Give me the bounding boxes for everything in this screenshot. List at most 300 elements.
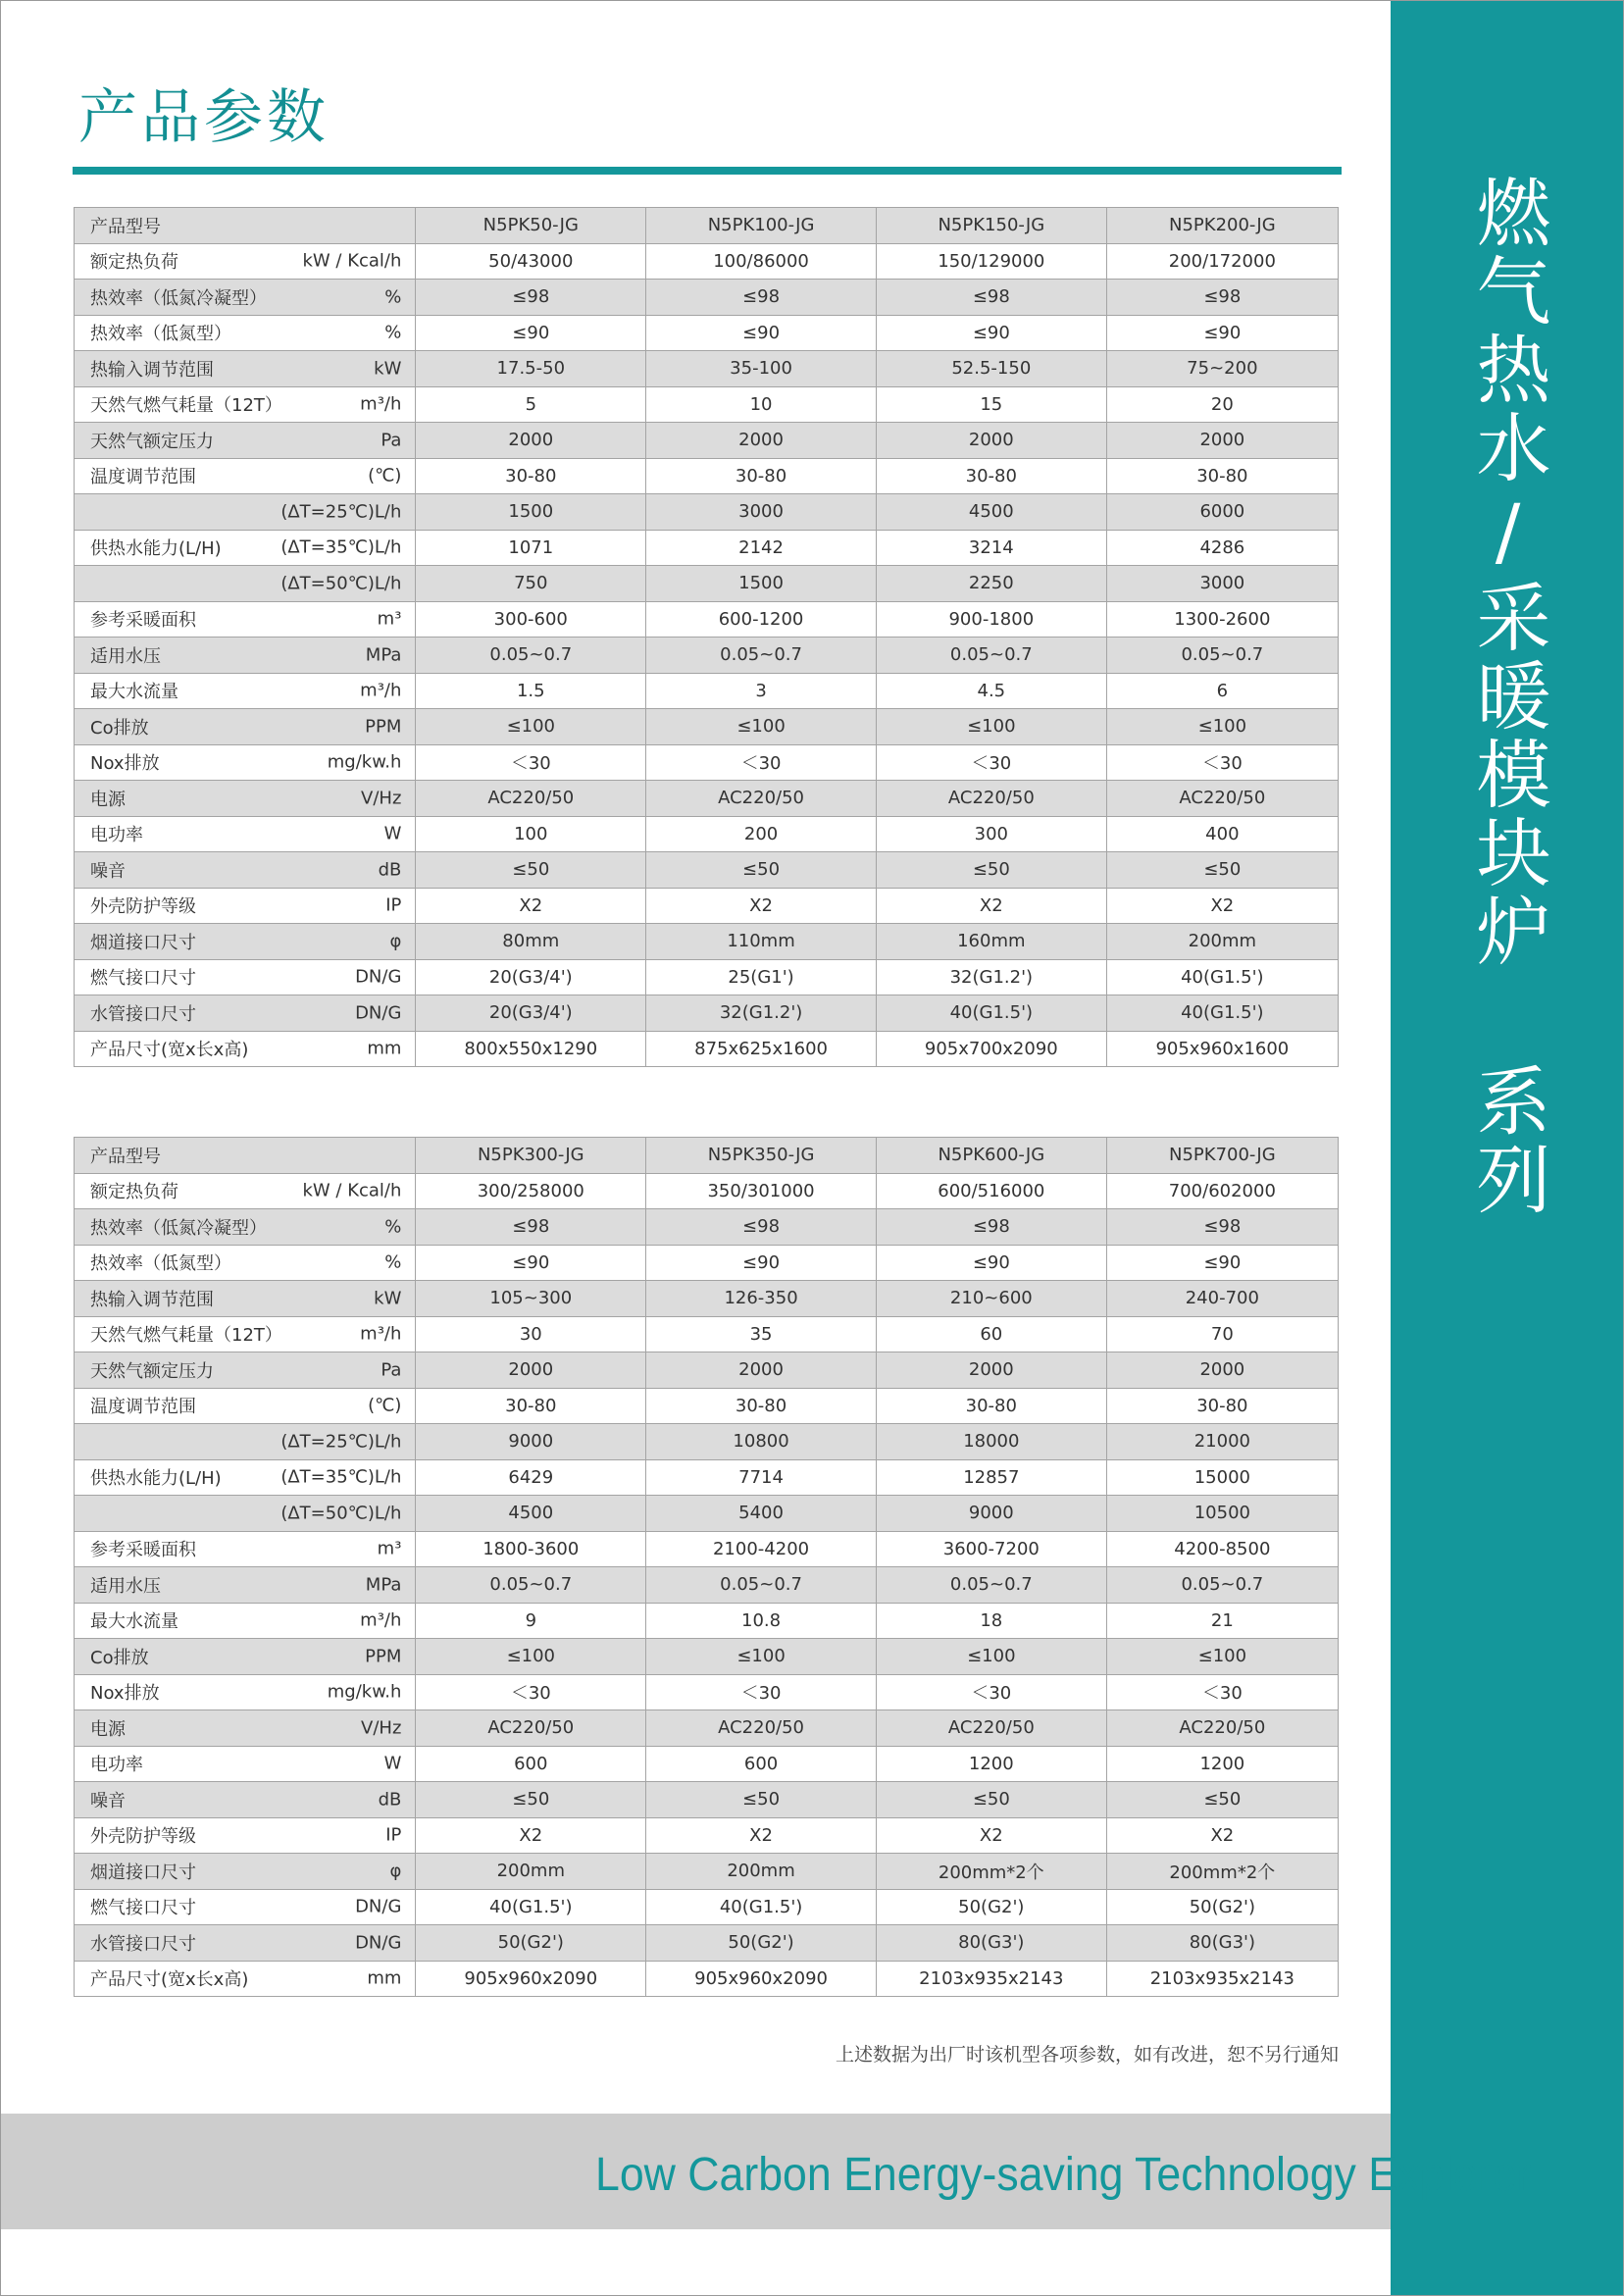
- value-cell: 700/602000: [1106, 1173, 1338, 1209]
- value-cell: 100: [416, 816, 646, 852]
- value-cell: AC220/50: [416, 781, 646, 817]
- value-cell: ≤98: [416, 280, 646, 316]
- value-cell: 600/516000: [876, 1173, 1106, 1209]
- row-header-cell: [75, 1496, 416, 1532]
- table-row: [75, 1889, 1339, 1925]
- value-cell: 40(G1.5'): [1106, 995, 1338, 1032]
- value-cell: 2000: [1106, 423, 1338, 459]
- model-name: N5PK100-JG: [646, 208, 877, 244]
- value-cell: 200mm: [416, 1854, 646, 1890]
- row-unit: (ΔT=50℃)L/h: [280, 1503, 402, 1524]
- table-row: [75, 601, 1339, 638]
- value-cell: ≤100: [646, 709, 877, 745]
- value-cell: 5400: [646, 1496, 877, 1532]
- row-label: Co排放: [90, 1647, 149, 1668]
- row-header-cell: [75, 386, 416, 423]
- value-cell: 10: [646, 386, 877, 423]
- value-cell: ≤50: [1106, 852, 1338, 889]
- row-label: 产品尺寸(宽x长x高): [90, 1040, 249, 1061]
- row-label: 热效率（低氮型）: [90, 1253, 231, 1275]
- value-cell: 30-80: [646, 458, 877, 494]
- value-cell: 50(G2'): [646, 1925, 877, 1962]
- value-cell: 160mm: [876, 924, 1106, 960]
- table-row: [75, 1639, 1339, 1675]
- value-cell: ≤98: [646, 280, 877, 316]
- row-label: 水管接口尺寸: [90, 1933, 196, 1955]
- row-unit: Pa: [381, 430, 402, 451]
- value-cell: ≤100: [416, 709, 646, 745]
- row-header-cell: [75, 816, 416, 852]
- value-cell: 2000: [876, 1352, 1106, 1389]
- value-cell: ≤50: [876, 1782, 1106, 1818]
- value-cell: AC220/50: [646, 781, 877, 817]
- row-header-cell: [75, 601, 416, 638]
- row-header-cell: [75, 959, 416, 995]
- table-row: [75, 315, 1339, 351]
- value-cell: 30-80: [876, 1388, 1106, 1424]
- row-unit: m³/h: [360, 680, 402, 701]
- header-label: 产品型号: [90, 216, 161, 237]
- model-name: N5PK200-JG: [1106, 208, 1338, 244]
- value-cell: 300-600: [416, 601, 646, 638]
- row-unit: kW / Kcal/h: [302, 250, 402, 272]
- side-title: 燃气热水/采暖模块炉 系列: [1464, 174, 1551, 1219]
- value-cell: 52.5-150: [876, 351, 1106, 387]
- value-cell: 0.05~0.7: [1106, 1567, 1338, 1604]
- table-row: [75, 1782, 1339, 1818]
- table-row: [75, 781, 1339, 817]
- value-cell: 750: [416, 566, 646, 602]
- value-cell: 200/172000: [1106, 243, 1338, 280]
- value-cell: ≤98: [876, 280, 1106, 316]
- value-cell: 800x550x1290: [416, 1031, 646, 1067]
- row-header-cell: [75, 423, 416, 459]
- row-header-cell: [75, 1674, 416, 1710]
- value-cell: ≤90: [1106, 1245, 1338, 1281]
- value-cell: 600-1200: [646, 601, 877, 638]
- value-cell: 200mm*2个: [876, 1854, 1106, 1890]
- value-cell: AC220/50: [646, 1710, 877, 1747]
- value-cell: ＜30: [646, 744, 877, 781]
- row-header-cell: [75, 1388, 416, 1424]
- row-label: 噪音: [90, 1790, 126, 1811]
- value-cell: ＜30: [876, 744, 1106, 781]
- value-cell: AC220/50: [876, 781, 1106, 817]
- value-cell: X2: [416, 888, 646, 924]
- row-unit: MPa: [365, 1574, 402, 1596]
- value-cell: 12857: [876, 1459, 1106, 1496]
- value-cell: ≤50: [1106, 1782, 1338, 1818]
- row-unit: dB: [378, 1789, 402, 1811]
- header-label: 产品型号: [90, 1146, 161, 1167]
- value-cell: 15: [876, 386, 1106, 423]
- value-cell: 2000: [646, 1352, 877, 1389]
- value-cell: 2103x935x2143: [876, 1961, 1106, 1997]
- value-cell: 1071: [416, 530, 646, 566]
- row-label: 最大水流量: [90, 1611, 178, 1633]
- row-header-cell: [75, 458, 416, 494]
- row-unit: mm: [367, 1038, 402, 1059]
- value-cell: 21: [1106, 1603, 1338, 1639]
- value-cell: 2000: [876, 423, 1106, 459]
- row-label: 电源: [90, 789, 126, 810]
- row-header-cell: [75, 530, 416, 566]
- row-header-cell: [75, 781, 416, 817]
- row-label: 适用水压: [90, 645, 161, 667]
- table-row: [75, 673, 1339, 709]
- row-unit: mg/kw.h: [327, 751, 402, 773]
- row-header-cell: [75, 1889, 416, 1925]
- value-cell: 30-80: [1106, 458, 1338, 494]
- value-cell: 75~200: [1106, 351, 1338, 387]
- value-cell: X2: [416, 1817, 646, 1854]
- value-cell: ≤90: [876, 315, 1106, 351]
- table-row: [75, 386, 1339, 423]
- table-row: [75, 1567, 1339, 1604]
- value-cell: 2142: [646, 530, 877, 566]
- row-header-cell: [75, 1710, 416, 1747]
- row-header-cell: [75, 1316, 416, 1352]
- row-label: 适用水压: [90, 1575, 161, 1597]
- value-cell: 0.05~0.7: [416, 1567, 646, 1604]
- value-cell: 3600-7200: [876, 1531, 1106, 1567]
- value-cell: ≤100: [646, 1639, 877, 1675]
- table-row: [75, 1603, 1339, 1639]
- value-cell: 126-350: [646, 1281, 877, 1317]
- table-row: [75, 1281, 1339, 1317]
- row-header-cell: [75, 852, 416, 889]
- value-cell: ≤90: [646, 315, 877, 351]
- value-cell: 0.05~0.7: [646, 638, 877, 674]
- value-cell: 905x960x2090: [416, 1961, 646, 1997]
- value-cell: 200mm*2个: [1106, 1854, 1338, 1890]
- value-cell: 4500: [876, 494, 1106, 531]
- value-cell: 1500: [646, 566, 877, 602]
- row-unit: m³/h: [360, 393, 402, 415]
- value-cell: 200: [646, 816, 877, 852]
- value-cell: X2: [876, 888, 1106, 924]
- row-unit: MPa: [365, 644, 402, 666]
- value-cell: 0.05~0.7: [1106, 638, 1338, 674]
- table-row: [75, 458, 1339, 494]
- value-cell: 1200: [1106, 1746, 1338, 1782]
- value-cell: 105~300: [416, 1281, 646, 1317]
- table-row: [75, 1245, 1339, 1281]
- row-header-cell: [75, 1603, 416, 1639]
- table-row: [75, 530, 1339, 566]
- row-header-cell: [75, 1961, 416, 1997]
- value-cell: 0.05~0.7: [646, 1567, 877, 1604]
- value-cell: 18: [876, 1603, 1106, 1639]
- value-cell: 905x700x2090: [876, 1031, 1106, 1067]
- value-cell: ≤50: [646, 1782, 877, 1818]
- value-cell: 40(G1.5'): [416, 1889, 646, 1925]
- value-cell: X2: [876, 1817, 1106, 1854]
- value-cell: 30: [416, 1316, 646, 1352]
- row-label: 参考采暖面积: [90, 1540, 196, 1561]
- row-unit: (ΔT=35℃)L/h: [280, 536, 402, 558]
- row-header-cell: [75, 924, 416, 960]
- value-cell: 32(G1.2'): [646, 995, 877, 1032]
- row-label: 烟道接口尺寸: [90, 932, 196, 953]
- value-cell: 875x625x1600: [646, 1031, 877, 1067]
- row-label: 电源: [90, 1718, 126, 1740]
- table-row: [75, 1961, 1339, 1997]
- table-row: [75, 816, 1339, 852]
- table-row: [75, 638, 1339, 674]
- table-row: [75, 1424, 1339, 1460]
- value-cell: 4200-8500: [1106, 1531, 1338, 1567]
- table-row: [75, 351, 1339, 387]
- row-unit: m³/h: [360, 1609, 402, 1631]
- table-row: [75, 1496, 1339, 1532]
- row-header-cell: [75, 1459, 416, 1496]
- table-row: [75, 1854, 1339, 1890]
- value-cell: 21000: [1106, 1424, 1338, 1460]
- value-cell: 7714: [646, 1459, 877, 1496]
- row-unit: W: [383, 823, 402, 844]
- value-cell: 6: [1106, 673, 1338, 709]
- row-unit: %: [384, 286, 402, 308]
- value-cell: 6429: [416, 1459, 646, 1496]
- value-cell: 10500: [1106, 1496, 1338, 1532]
- row-unit: kW: [374, 358, 402, 380]
- value-cell: ≤90: [416, 315, 646, 351]
- value-cell: 600: [416, 1746, 646, 1782]
- value-cell: 40(G1.5'): [876, 995, 1106, 1032]
- tagline: Low Carbon Energy-saving Technology Explorer: [595, 2149, 1532, 2201]
- value-cell: 905x960x2090: [646, 1961, 877, 1997]
- value-cell: 20(G3/4'): [416, 959, 646, 995]
- value-cell: X2: [1106, 888, 1338, 924]
- row-unit: (ΔT=25℃)L/h: [280, 1431, 402, 1453]
- model-name: N5PK50-JG: [416, 208, 646, 244]
- spec-table-2: [74, 1137, 1339, 1997]
- value-cell: ≤98: [1106, 1209, 1338, 1246]
- row-header-cell: [75, 1854, 416, 1890]
- model-name: N5PK350-JG: [646, 1138, 877, 1174]
- value-cell: 110mm: [646, 924, 877, 960]
- row-header-cell: [75, 208, 416, 244]
- model-name: N5PK600-JG: [876, 1138, 1106, 1174]
- value-cell: 30-80: [416, 458, 646, 494]
- value-cell: ≤100: [416, 1639, 646, 1675]
- value-cell: ≤98: [1106, 280, 1338, 316]
- value-cell: AC220/50: [1106, 781, 1338, 817]
- row-header-cell: [75, 566, 416, 602]
- row-label: 参考采暖面积: [90, 610, 196, 632]
- row-label: 外壳防护等级: [90, 1826, 196, 1848]
- table-row: [75, 924, 1339, 960]
- value-cell: 1200: [876, 1746, 1106, 1782]
- value-cell: ≤100: [1106, 709, 1338, 745]
- value-cell: 900-1800: [876, 601, 1106, 638]
- value-cell: 5: [416, 386, 646, 423]
- row-header-cell: [75, 995, 416, 1032]
- value-cell: 1800-3600: [416, 1531, 646, 1567]
- row-unit: φ: [389, 1861, 402, 1882]
- value-cell: 35: [646, 1316, 877, 1352]
- row-header-cell: [75, 1817, 416, 1854]
- value-cell: ≤98: [646, 1209, 877, 1246]
- row-unit: IP: [385, 894, 402, 916]
- value-cell: 2000: [1106, 1352, 1338, 1389]
- row-header-cell: [75, 280, 416, 316]
- table-row: [75, 1388, 1339, 1424]
- model-name: N5PK700-JG: [1106, 1138, 1338, 1174]
- value-cell: 905x960x1600: [1106, 1031, 1338, 1067]
- row-label: 外壳防护等级: [90, 896, 196, 918]
- value-cell: 200mm: [646, 1854, 877, 1890]
- value-cell: 3: [646, 673, 877, 709]
- row-header-cell: [75, 315, 416, 351]
- row-header-cell: [75, 1782, 416, 1818]
- value-cell: 2000: [416, 423, 646, 459]
- disclaimer-note: 上述数据为出厂时该机型各项参数，如有改进，恕不另行通知: [835, 2044, 1339, 2066]
- row-header-cell: [75, 1746, 416, 1782]
- row-label: 额定热负荷: [90, 252, 178, 274]
- row-unit: m³: [377, 608, 402, 630]
- value-cell: ≤98: [876, 1209, 1106, 1246]
- table-row: [75, 243, 1339, 280]
- value-cell: ＜30: [646, 1674, 877, 1710]
- row-unit: (ΔT=25℃)L/h: [280, 501, 402, 523]
- value-cell: 60: [876, 1316, 1106, 1352]
- value-cell: 3000: [1106, 566, 1338, 602]
- value-cell: 600: [646, 1746, 877, 1782]
- value-cell: ＜30: [416, 744, 646, 781]
- value-cell: 4500: [416, 1496, 646, 1532]
- table-row: [75, 852, 1339, 889]
- value-cell: 6000: [1106, 494, 1338, 531]
- model-name: N5PK300-JG: [416, 1138, 646, 1174]
- value-cell: 10.8: [646, 1603, 877, 1639]
- value-cell: ≤50: [416, 852, 646, 889]
- row-unit: mg/kw.h: [327, 1681, 402, 1703]
- value-cell: 100/86000: [646, 243, 877, 280]
- value-cell: 25(G1'): [646, 959, 877, 995]
- value-cell: 30-80: [1106, 1388, 1338, 1424]
- row-header-cell: [75, 888, 416, 924]
- value-cell: X2: [1106, 1817, 1338, 1854]
- value-cell: 1300-2600: [1106, 601, 1338, 638]
- value-cell: ≤100: [1106, 1639, 1338, 1675]
- row-header-cell: [75, 1209, 416, 1246]
- row-unit: DN/G: [355, 1932, 402, 1954]
- value-cell: 0.05~0.7: [876, 1567, 1106, 1604]
- row-unit: W: [383, 1753, 402, 1774]
- page-title: 产品参数: [78, 83, 330, 152]
- value-cell: 30-80: [416, 1388, 646, 1424]
- row-header-cell: [75, 1424, 416, 1460]
- value-cell: ＜30: [1106, 1674, 1338, 1710]
- row-label: 热输入调节范围: [90, 359, 214, 381]
- row-unit: PPM: [365, 1646, 402, 1667]
- row-unit: kW / Kcal/h: [302, 1180, 402, 1201]
- row-header-cell: [75, 243, 416, 280]
- table-row: [75, 1674, 1339, 1710]
- row-header-cell: [75, 1639, 416, 1675]
- value-cell: 18000: [876, 1424, 1106, 1460]
- row-label: Co排放: [90, 717, 149, 739]
- row-label: 天然气额定压力: [90, 431, 214, 452]
- table-row: [75, 423, 1339, 459]
- value-cell: 3214: [876, 530, 1106, 566]
- row-label: 天然气燃气耗量（12T）: [90, 395, 282, 417]
- value-cell: 20: [1106, 386, 1338, 423]
- value-cell: 50/43000: [416, 243, 646, 280]
- value-cell: 30-80: [876, 458, 1106, 494]
- row-label: 燃气接口尺寸: [90, 1898, 196, 1919]
- spec-table-1: [74, 207, 1339, 1067]
- row-label: 产品尺寸(宽x长x高): [90, 1969, 249, 1991]
- row-header-cell: [75, 1925, 416, 1962]
- row-unit: kW: [374, 1288, 402, 1309]
- value-cell: 32(G1.2'): [876, 959, 1106, 995]
- row-label: 电功率: [90, 1755, 143, 1776]
- table-row: [75, 566, 1339, 602]
- value-cell: ≤50: [416, 1782, 646, 1818]
- table-row: [75, 1352, 1339, 1389]
- value-cell: ≤90: [416, 1245, 646, 1281]
- value-cell: 2100-4200: [646, 1531, 877, 1567]
- row-unit: φ: [389, 931, 402, 952]
- row-header-cell: [75, 1531, 416, 1567]
- row-label: 噪音: [90, 860, 126, 882]
- table-row: [75, 1531, 1339, 1567]
- row-label: 供热水能力(L/H): [90, 538, 222, 560]
- value-cell: 20(G3/4'): [416, 995, 646, 1032]
- value-cell: AC220/50: [416, 1710, 646, 1747]
- value-cell: 30-80: [646, 1388, 877, 1424]
- table-row: [75, 494, 1339, 531]
- row-unit: dB: [378, 859, 402, 881]
- value-cell: ＜30: [416, 1674, 646, 1710]
- row-unit: %: [384, 1216, 402, 1238]
- row-unit: Pa: [381, 1359, 402, 1381]
- value-cell: 1.5: [416, 673, 646, 709]
- row-label: Nox排放: [90, 753, 160, 775]
- row-label: 热效率（低氮冷凝型）: [90, 1217, 267, 1239]
- value-cell: 2103x935x2143: [1106, 1961, 1338, 1997]
- row-header-cell: [75, 1173, 416, 1209]
- row-unit: (ΔT=50℃)L/h: [280, 573, 402, 594]
- value-cell: X2: [646, 888, 877, 924]
- table-row: [75, 959, 1339, 995]
- value-cell: 210~600: [876, 1281, 1106, 1317]
- row-unit: DN/G: [355, 966, 402, 988]
- value-cell: ≤90: [876, 1245, 1106, 1281]
- row-label: Nox排放: [90, 1683, 160, 1705]
- table-row: [75, 280, 1339, 316]
- table-row: [75, 709, 1339, 745]
- row-label: 电功率: [90, 825, 143, 846]
- value-cell: 40(G1.5'): [646, 1889, 877, 1925]
- value-cell: AC220/50: [1106, 1710, 1338, 1747]
- table-row: [75, 1817, 1339, 1854]
- row-header-cell: [75, 673, 416, 709]
- table-row: [75, 1209, 1339, 1246]
- table-header-row: [75, 1138, 1339, 1174]
- value-cell: 300: [876, 816, 1106, 852]
- value-cell: 2000: [646, 423, 877, 459]
- value-cell: ≤98: [416, 1209, 646, 1246]
- value-cell: 400: [1106, 816, 1338, 852]
- title-rule: [73, 167, 1342, 175]
- value-cell: 15000: [1106, 1459, 1338, 1496]
- value-cell: 50(G2'): [1106, 1889, 1338, 1925]
- row-header-cell: [75, 709, 416, 745]
